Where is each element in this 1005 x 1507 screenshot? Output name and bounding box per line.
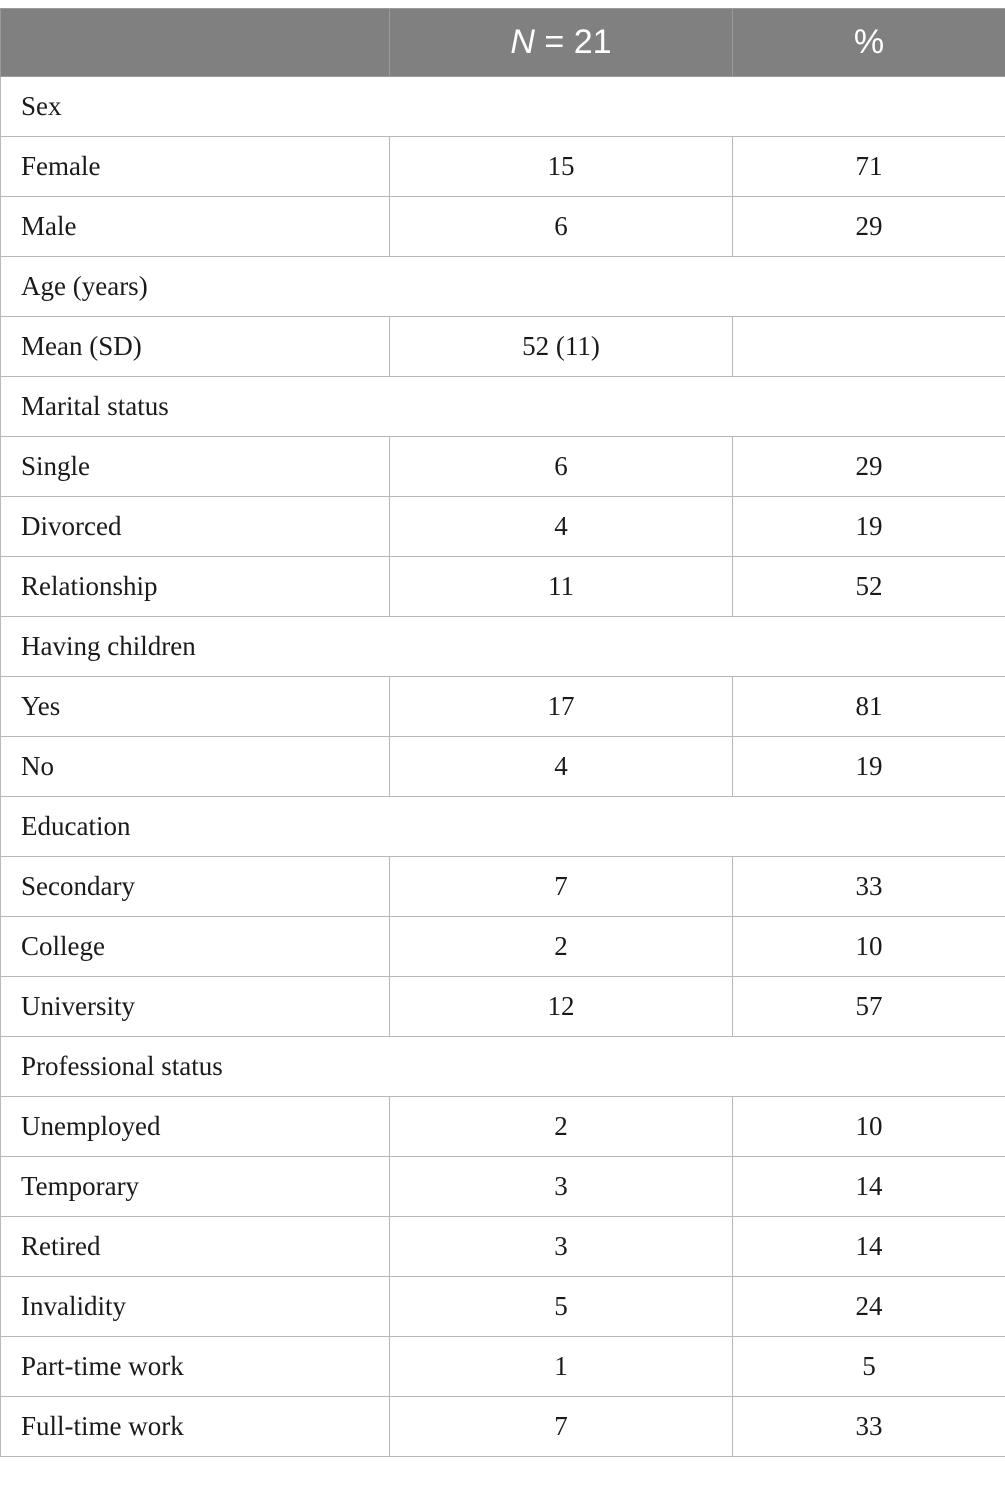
row-n-value: 52 (11) (390, 317, 733, 377)
demographics-table (0, 8, 1005, 1457)
row-n-value: 3 (390, 1217, 733, 1277)
row-n-value: 7 (390, 857, 733, 917)
header-cell-n (390, 9, 733, 77)
row-percent-value: 19 (733, 737, 1005, 797)
row-n-value: 2 (390, 1097, 733, 1157)
section-row (1, 257, 1005, 317)
row-label: Yes (1, 677, 390, 737)
row-percent-value: 81 (733, 677, 1005, 737)
table-row (1, 557, 1005, 617)
row-n-value: 2 (390, 917, 733, 977)
row-percent-value: 10 (733, 917, 1005, 977)
row-label: Divorced (1, 497, 390, 557)
row-label: Full-time work (1, 1397, 390, 1457)
header-n-value: = 21 (534, 23, 612, 61)
section-label: Education (1, 797, 1005, 857)
row-n-value: 6 (390, 437, 733, 497)
row-n-value: 5 (390, 1277, 733, 1337)
table-header (1, 9, 1005, 77)
header-cell-variable (1, 9, 390, 77)
table-row (1, 1397, 1005, 1457)
header-n-symbol: N (510, 23, 535, 61)
row-label: Female (1, 137, 390, 197)
row-n-value: 3 (390, 1157, 733, 1217)
row-label: Male (1, 197, 390, 257)
row-n-value: 4 (390, 737, 733, 797)
table-body (1, 77, 1005, 1457)
row-percent-value: 24 (733, 1277, 1005, 1337)
table-row (1, 1217, 1005, 1277)
row-n-value: 7 (390, 1397, 733, 1457)
table-row (1, 197, 1005, 257)
demographics-table-container (0, 8, 1005, 1457)
row-percent-value: 57 (733, 977, 1005, 1037)
row-label: Single (1, 437, 390, 497)
row-n-value: 12 (390, 977, 733, 1037)
table-row (1, 1337, 1005, 1397)
row-percent-value: 29 (733, 197, 1005, 257)
row-n-value: 15 (390, 137, 733, 197)
table-row (1, 677, 1005, 737)
row-label: College (1, 917, 390, 977)
row-percent-value: 29 (733, 437, 1005, 497)
section-row (1, 797, 1005, 857)
table-row (1, 857, 1005, 917)
row-percent-value: 14 (733, 1157, 1005, 1217)
section-label: Marital status (1, 377, 1005, 437)
table-row (1, 737, 1005, 797)
section-row (1, 77, 1005, 137)
row-label: No (1, 737, 390, 797)
section-row (1, 617, 1005, 677)
table-row (1, 917, 1005, 977)
row-label: Invalidity (1, 1277, 390, 1337)
row-percent-value: 71 (733, 137, 1005, 197)
row-label: Temporary (1, 1157, 390, 1217)
row-percent-value: 33 (733, 857, 1005, 917)
row-percent-value (733, 317, 1005, 377)
row-n-value: 17 (390, 677, 733, 737)
row-label: Unemployed (1, 1097, 390, 1157)
row-label: Part-time work (1, 1337, 390, 1397)
table-row (1, 977, 1005, 1037)
row-percent-value: 14 (733, 1217, 1005, 1277)
header-row (1, 9, 1005, 77)
table-row (1, 1097, 1005, 1157)
row-percent-value: 19 (733, 497, 1005, 557)
section-label: Age (years) (1, 257, 1005, 317)
row-n-value: 6 (390, 197, 733, 257)
row-n-value: 4 (390, 497, 733, 557)
section-label: Professional status (1, 1037, 1005, 1097)
row-percent-value: 5 (733, 1337, 1005, 1397)
row-percent-value: 10 (733, 1097, 1005, 1157)
row-percent-value: 33 (733, 1397, 1005, 1457)
section-row (1, 1037, 1005, 1097)
table-row (1, 1157, 1005, 1217)
row-percent-value: 52 (733, 557, 1005, 617)
row-label: Mean (SD) (1, 317, 390, 377)
header-cell-percent: % (733, 9, 1005, 77)
table-row (1, 137, 1005, 197)
table-row (1, 317, 1005, 377)
table-row (1, 1277, 1005, 1337)
table-row (1, 437, 1005, 497)
section-label: Sex (1, 77, 1005, 137)
row-n-value: 1 (390, 1337, 733, 1397)
row-label: Secondary (1, 857, 390, 917)
table-row (1, 497, 1005, 557)
row-label: Relationship (1, 557, 390, 617)
row-label: University (1, 977, 390, 1037)
section-row (1, 377, 1005, 437)
row-label: Retired (1, 1217, 390, 1277)
row-n-value: 11 (390, 557, 733, 617)
section-label: Having children (1, 617, 1005, 677)
